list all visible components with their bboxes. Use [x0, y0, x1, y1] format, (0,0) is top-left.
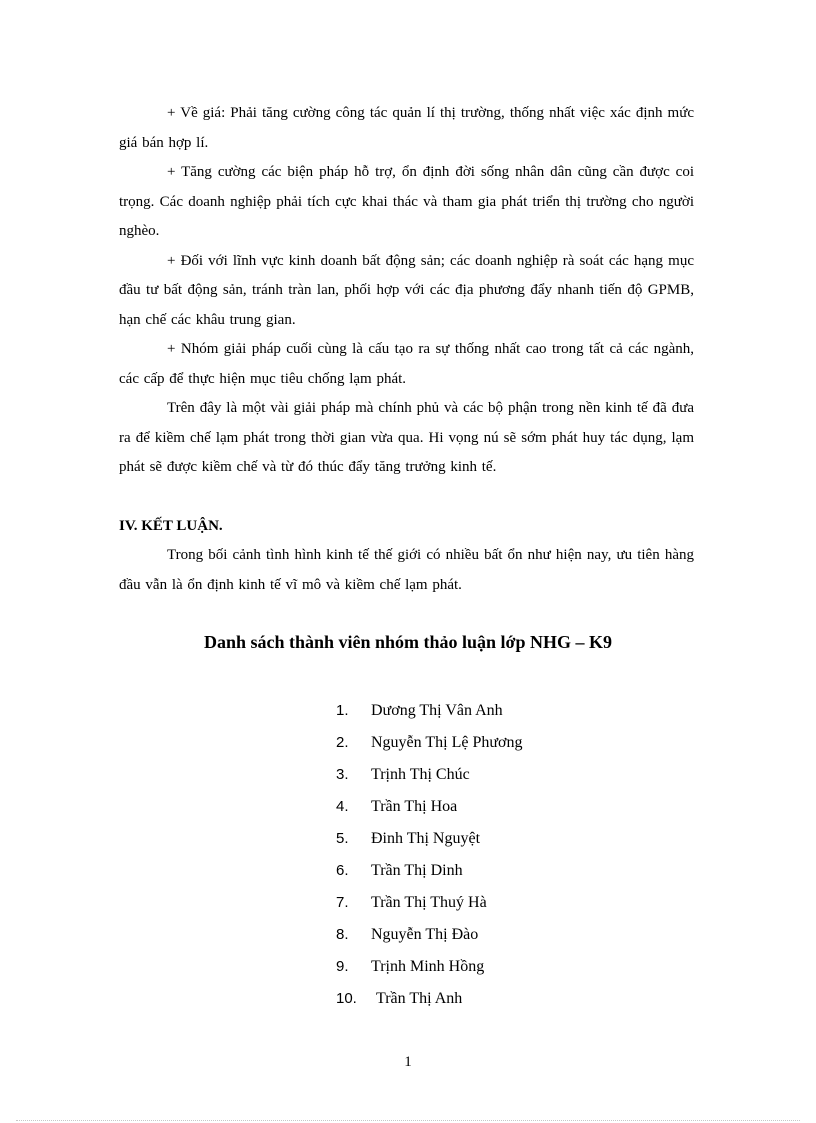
list-number: 8.	[336, 926, 349, 943]
member-name: Trịnh Minh Hồng	[371, 958, 485, 975]
member-list	[336, 697, 523, 1017]
list-item	[336, 921, 523, 953]
document-body	[119, 99, 694, 600]
list-item	[336, 761, 523, 793]
member-name: Trần Thị Anh	[376, 990, 463, 1007]
member-name: Trần Thị Dinh	[371, 862, 463, 879]
paragraph-support: + Tăng cường các biện pháp hỗ trợ, ổn định đời sống nhân dân cũng cần được coi trọng. Các doanh nghiệp phải tích cực khai thác và tham gia phát triển thị trường cho người nghèo.	[119, 164, 694, 239]
list-item	[336, 953, 523, 985]
page-boundary-divider	[16, 1120, 800, 1121]
list-number: 3.	[336, 766, 349, 783]
list-item	[336, 825, 523, 857]
paragraph-conclusion: Trong bối cảnh tình hình kinh tế thế giới có nhiều bất ổn như hiện nay, ưu tiên hàng đầu vẫn là ổn định kinh tế vĩ mô và kiềm chế lạm phát.	[119, 547, 694, 593]
list-item	[336, 729, 523, 761]
member-name: Nguyễn Thị Lệ Phương	[371, 734, 523, 751]
list-item	[336, 985, 523, 1017]
list-number: 9.	[336, 958, 349, 975]
member-name: Đinh Thị Nguyệt	[371, 830, 481, 847]
list-number: 5.	[336, 830, 349, 847]
paragraph-price: + Về giá: Phải tăng cường công tác quản lí thị trường, thống nhất việc xác định mức giá bán hợp lí.	[119, 105, 694, 151]
paragraph-final-group: + Nhóm giải pháp cuối cùng là cấu tạo ra sự thống nhất cao trong tất cả các ngành, các cấp để thực hiện mục tiêu chống lạm phát.	[119, 341, 694, 387]
list-number: 4.	[336, 798, 349, 815]
member-name: Dương Thị Vân Anh	[371, 702, 503, 719]
list-number: 2.	[336, 734, 349, 751]
list-number: 6.	[336, 862, 349, 879]
paragraph-summary: Trên đây là một vài giải pháp mà chính phủ và các bộ phận trong nền kinh tế đã đưa ra để kiềm chế lạm phát trong thời gian vừa qua. Hi vọng nú sẽ sớm phát huy tác dụng, lạm phát sẽ được kiềm chế và từ đó thúc đẩy tăng trưởng kinh tế.	[119, 400, 694, 475]
member-name: Trịnh Thị Chúc	[371, 766, 470, 783]
list-item	[336, 793, 523, 825]
section-heading-conclusion: IV. KẾT LUẬN.	[119, 517, 223, 534]
member-list-title: Danh sách thành viên nhóm thảo luận lớp NHG – K9	[203, 632, 613, 652]
list-item	[336, 697, 523, 729]
list-number: 10.	[336, 990, 357, 1007]
member-name: Trần Thị Thuý Hà	[371, 894, 487, 911]
member-name: Trần Thị Hoa	[371, 798, 458, 815]
list-number: 7.	[336, 894, 349, 911]
page-number: 1	[404, 1054, 412, 1070]
member-name: Nguyễn Thị Đào	[371, 926, 479, 943]
list-number: 1.	[336, 702, 349, 719]
paragraph-real-estate: + Đối với lĩnh vực kinh doanh bất động sản; các doanh nghiệp rà soát các hạng mục đầu tư bất động sản, tránh tràn lan, phối hợp với các địa phương đẩy nhanh tiến độ GPMB, hạn chế các khâu trung gian.	[119, 252, 694, 328]
list-item	[336, 889, 523, 921]
spacer	[119, 483, 694, 512]
list-item	[336, 857, 523, 889]
